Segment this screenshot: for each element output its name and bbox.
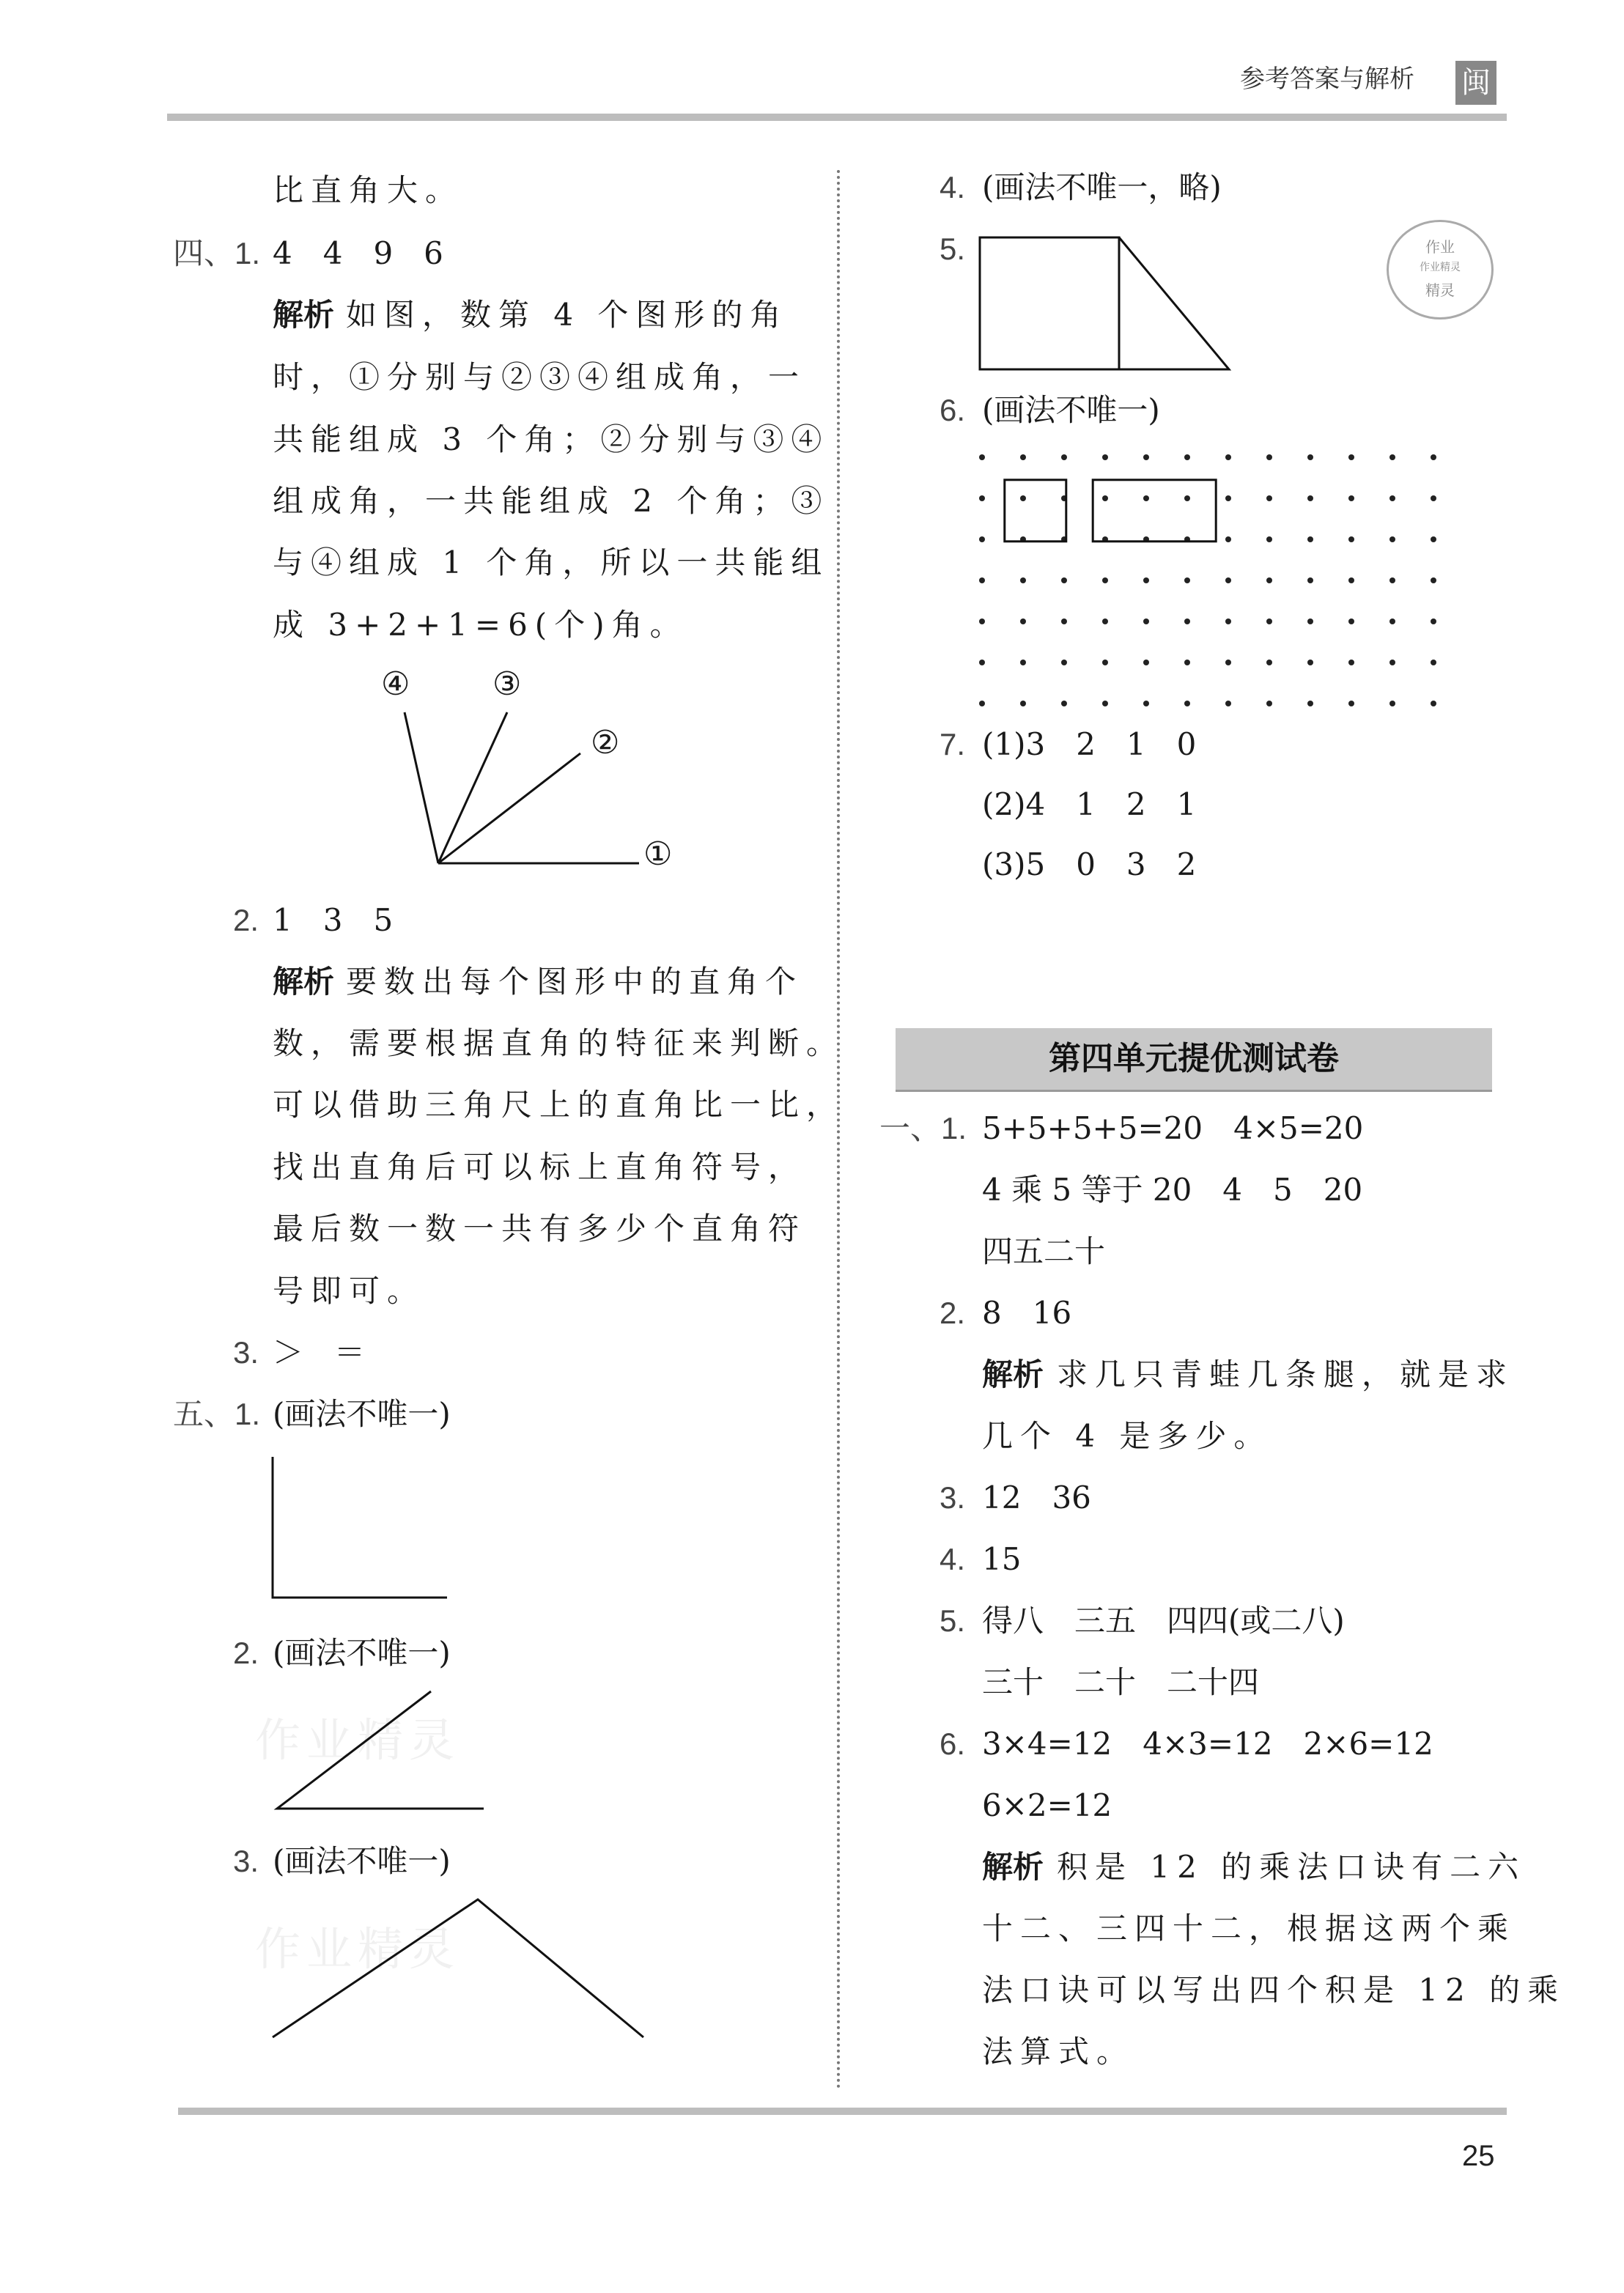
q4-2-analysis-line: 号即可。 [273,1273,426,1309]
ray-3 [438,712,507,863]
grid-dot [979,495,985,501]
s6-analysis-line: 十二、三四十二，根据这两个乘 [982,1910,1516,1946]
grid-dot [1348,536,1354,542]
grid-dot [1431,536,1436,542]
grid-dot [1307,619,1313,624]
grid-dot [1266,536,1272,542]
q5-2-text: (画法不唯一) [273,1635,451,1671]
s6-line: 6×2=12 [982,1787,1112,1823]
grid-dot [1184,701,1190,706]
grid-dot [1266,619,1272,624]
grid-dot [1102,454,1108,460]
s2-answer: 8 16 [982,1295,1072,1331]
grid-dot [1143,701,1149,706]
grid-dot [1061,619,1067,624]
s2-analysis-line: 求几只青蛙几条腿，就是求 [1057,1356,1515,1392]
grid-dot [1225,660,1231,665]
grid-dot [1266,454,1272,460]
grid-dot [1225,454,1231,460]
grid-dot [1431,619,1436,624]
grid-dot [1431,454,1436,460]
dot-grid-drawing [967,447,1480,725]
s1-line: 四五二十 [982,1233,1106,1269]
acute-angle-drawing [264,1685,498,1825]
grid-dot [1020,495,1026,501]
grid-dot [1061,701,1067,706]
grid-dot [1184,454,1190,460]
grid-dot [1348,701,1354,706]
grid-dot [1184,619,1190,624]
grid-dot [1102,701,1108,706]
grid-dot [1266,495,1272,501]
grid-dot [979,619,985,624]
s1-line: 4 乘 5 等于 20 4 5 20 [982,1172,1363,1208]
q4-1-analysis-line: 时，①分别与②③④组成角，一 [273,359,807,395]
q4-1-analysis-line: 组成角，一共能组成 2 个角；③ [273,483,830,519]
grid-dot [1307,701,1313,706]
grid-dot [1307,536,1313,542]
q4-1-analysis-line: 与④组成 1 个角，所以一共能组 [273,544,830,580]
q4-3-answer: ＞ ＝ [273,1334,366,1370]
s6-line: 3×4=12 4×3=12 2×6=12 [982,1726,1433,1762]
s1-label: 一、1. [879,1111,967,1145]
s1-line: 5+5+5+5=20 4×5=20 [982,1110,1364,1146]
grid-dot [1184,495,1190,501]
header-rule [167,114,1507,121]
grid-dot [1143,619,1149,624]
r-q4-text: (画法不唯一，略) [982,169,1222,205]
grid-dot [1143,660,1149,665]
ray-label-3: ③ [492,665,522,703]
grid-dot [1389,536,1395,542]
s2-analysis-line: 几个 4 是多少。 [982,1418,1272,1454]
grid-dot [1389,701,1395,706]
grid-dot [1225,577,1231,583]
s5-label: 5. [940,1603,966,1638]
grid-dot [1307,454,1313,460]
page-number: 25 [1462,2140,1495,2172]
q5-3-text: (画法不唯一) [273,1843,451,1879]
grid-dot [1020,660,1026,665]
grid-dot [1348,495,1354,501]
q4-1-analysis-line: 成 3+2+1=6(个)角。 [273,607,688,643]
q4-1-label: 四、1. [173,236,261,270]
grid-dot [1266,577,1272,583]
s3-answer: 12 36 [982,1480,1091,1515]
grid-dot [1061,660,1067,665]
stamp: 作业 作业精灵 精灵 [1387,220,1494,320]
rectangle-shape [1093,480,1216,542]
s6-label: 6. [940,1727,966,1761]
grid-dot [1225,701,1231,706]
grid-dot [1184,577,1190,583]
s2-label: 2. [940,1296,966,1330]
grid-dot [1184,660,1190,665]
ray-2 [438,753,580,863]
q4-3-label: 3. [233,1335,259,1370]
square-triangle-drawing [971,229,1250,375]
grid-dot [1225,495,1231,501]
footer-rule [178,2108,1507,2115]
grid-dot [979,701,985,706]
grid-dot [1020,701,1026,706]
q4-2-answer: 1 3 5 [273,902,394,938]
s6-analysis-line: 积是 12 的乘法口诀有二六 [1057,1849,1527,1885]
q4-2-label: 2. [233,903,259,937]
s2-analysis-label: 解析 [982,1356,1044,1392]
grid-dot [1061,577,1067,583]
right-angle-drawing [264,1451,454,1612]
grid-dot [1102,577,1108,583]
r-q6-label: 6. [940,393,966,427]
ray-label-2: ② [591,724,620,761]
square-shape [1005,480,1066,542]
grid-dot [1020,577,1026,583]
region-badge: 闽 [1455,61,1496,105]
q4-2-analysis-line: 最后数一数一共有多少个直角符 [273,1211,807,1247]
angle-rays-figure [381,660,689,879]
grid-dot [1307,495,1313,501]
grid-dot [1307,577,1313,583]
r-q5-label: 5. [940,232,966,266]
s6-analysis-line: 法算式。 [982,2034,1135,2069]
grid-dot [1225,536,1231,542]
q5-2-label: 2. [233,1636,259,1670]
q4-2-analysis-line: 要数出每个图形中的直角个 [346,964,804,1000]
watermark: 作业精灵 [255,1713,461,1767]
grid-dot [1348,577,1354,583]
grid-dot [1389,454,1395,460]
grid-dot [1020,454,1026,460]
section-title: 第四单元提优测试卷 [896,1028,1492,1092]
r-q7-row: (1)3 2 1 0 [982,726,1197,762]
watermark: 作业精灵 [255,1922,461,1976]
grid-dot [1020,619,1026,624]
q4-2-analysis-line: 找出直角后可以标上直角符号， [273,1149,807,1185]
grid-dot [1348,454,1354,460]
r-q7-row: (3)5 0 3 2 [982,846,1197,882]
q4-1-analysis-line: 如图，数第 4 个图形的角 [346,297,789,333]
grid-dot [1348,619,1354,624]
grid-dot [1102,495,1108,501]
continued-line: 比直角大。 [273,172,464,208]
obtuse-angle-drawing [264,1891,660,2045]
grid-dot [1431,577,1436,583]
grid-dot [1225,619,1231,624]
grid-dot [1431,701,1436,706]
grid-dot [979,577,985,583]
grid-dot [979,660,985,665]
grid-dot [1431,495,1436,501]
grid-dot [1061,454,1067,460]
grid-dot [1143,577,1149,583]
s5-line: 三十 二十 二十四 [982,1664,1260,1700]
s3-label: 3. [940,1480,966,1515]
r-q7-label: 7. [940,727,966,761]
grid-dot [1102,660,1108,665]
grid-dot [1389,619,1395,624]
grid-dot [1348,660,1354,665]
column-separator [837,170,840,2090]
r-q7-row: (2)4 1 2 1 [982,786,1197,822]
q4-2-analysis-line: 数，需要根据直角的特征来判断。 [273,1025,845,1061]
header-title: 参考答案与解析 [1240,64,1414,94]
grid-dot [1389,577,1395,583]
s6-analysis-label: 解析 [982,1849,1044,1885]
ray-label-4: ④ [381,665,410,703]
s6-analysis-line: 法口诀可以写出四个积是 12 的乘 [982,1972,1566,2008]
grid-dot [979,536,985,542]
grid-dot [1389,660,1395,665]
grid-dot [1143,454,1149,460]
s5-line: 得八 三五 四四(或二八) [982,1603,1345,1639]
grid-dot [1266,701,1272,706]
ray-4 [405,712,438,863]
q4-1-answer: 4 4 9 6 [273,235,443,271]
grid-dot [1431,660,1436,665]
grid-dot [1102,619,1108,624]
q5-1-label: 五、1. [173,1397,261,1431]
s4-answer: 15 [982,1541,1022,1577]
r-q4-label: 4. [940,170,966,204]
q4-2-analysis-label: 解析 [273,964,335,1000]
q4-2-analysis-line: 可以借助三角尺上的直角比一比， [273,1087,845,1123]
grid-dot [1143,495,1149,501]
ray-label-1: ① [643,835,673,873]
grid-dot [1266,660,1272,665]
grid-dot [1307,660,1313,665]
r-q6-text: (画法不唯一) [982,392,1160,428]
q4-1-analysis-label: 解析 [273,297,335,333]
q4-1-analysis-line: 共能组成 3 个角；②分别与③④ [273,421,830,457]
q5-1-text: (画法不唯一) [273,1396,451,1432]
grid-dot [1389,495,1395,501]
grid-dot [979,454,985,460]
s4-label: 4. [940,1542,966,1576]
q5-3-label: 3. [233,1844,259,1878]
